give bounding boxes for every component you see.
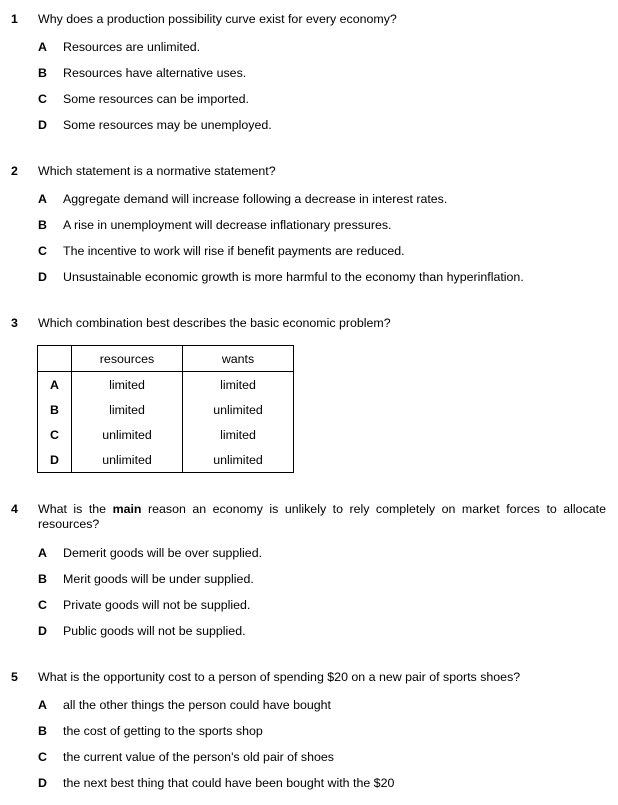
table-cell: unlimited [183,447,294,473]
option-letter: C [38,598,47,612]
option-text: the next best thing that could have been bought with the $20 [63,776,395,790]
option-text: Merit goods will be under supplied. [63,572,254,586]
table-row-b[interactable] [38,397,294,422]
question-number: 4 [11,502,18,516]
table-cell: limited [183,422,294,447]
table-header: resources [72,346,183,372]
question-text-part: What is the [38,502,113,516]
option-5b[interactable] [0,724,618,740]
table-row-c[interactable] [38,422,294,447]
option-4a[interactable] [0,546,618,562]
option-1d[interactable] [0,118,618,134]
question-number: 5 [11,670,18,684]
question-text-emphasis: main [112,502,142,516]
table-row-d[interactable] [38,447,294,473]
option-text: Public goods will not be supplied. [63,624,246,638]
option-text: A rise in unemployment will decrease inflationary pressures. [63,218,392,232]
option-letter: D [38,776,47,790]
option-5d[interactable] [0,776,618,792]
option-2d[interactable] [0,270,618,286]
question-text: Which statement is a normative statement? [38,164,276,178]
option-letter: B [38,66,47,80]
question-text: Which combination best describes the basic economic problem? [38,316,391,330]
option-1b[interactable] [0,66,618,82]
table-cell: C [38,422,72,447]
question-text [38,502,606,532]
question-number: 3 [11,316,18,330]
table-cell: D [38,447,72,473]
option-5a[interactable] [0,698,618,714]
table-header: wants [183,346,294,372]
table-cell: limited [72,397,183,422]
option-letter: B [38,218,47,232]
option-text: Unsustainable economic growth is more harmful to the economy than hyperinflation. [63,270,524,284]
table-cell: unlimited [72,447,183,473]
option-letter: A [38,40,47,54]
table-row-a[interactable] [38,372,294,398]
option-text: all the other things the person could have bought [63,698,331,712]
option-text: Aggregate demand will increase following a decrease in interest rates. [63,192,448,206]
table-cell: limited [72,372,183,398]
option-letter: A [38,546,47,560]
option-2a[interactable] [0,192,618,208]
table-cell: B [38,397,72,422]
option-letter: A [38,698,47,712]
option-4d[interactable] [0,624,618,640]
option-text: the cost of getting to the sports shop [63,724,263,738]
question-text: Why does a production possibility curve exist for every economy? [38,12,397,26]
combination-table [37,345,294,473]
option-text: Some resources may be unemployed. [63,118,272,132]
option-1c[interactable] [0,92,618,108]
option-letter: D [38,270,47,284]
question-text: What is the opportunity cost to a person of spending $20 on a new pair of sports shoes? [38,670,521,684]
option-letter: D [38,624,47,638]
option-text: Resources are unlimited. [63,40,201,54]
option-text: Some resources can be imported. [63,92,249,106]
option-text: the current value of the person's old pair of shoes [63,750,334,764]
option-letter: B [38,572,47,586]
table-cell: limited [183,372,294,398]
option-letter: C [38,244,47,258]
question-text-part: reason an economy is unlikely to rely completely on market forces to allocate resources? [38,502,606,531]
option-letter: C [38,92,47,106]
question-number: 1 [11,12,18,26]
option-text: The incentive to work will rise if benefit payments are reduced. [63,244,405,258]
table-header [38,346,72,372]
table-header-row [38,346,294,372]
option-1a[interactable] [0,40,618,56]
option-letter: B [38,724,47,738]
table-cell: A [38,372,72,398]
table-cell: unlimited [72,422,183,447]
option-2b[interactable] [0,218,618,234]
option-text: Resources have alternative uses. [63,66,247,80]
table-cell: unlimited [183,397,294,422]
question-number: 2 [11,164,18,178]
option-5c[interactable] [0,750,618,766]
option-letter: C [38,750,47,764]
option-letter: A [38,192,47,206]
option-2c[interactable] [0,244,618,260]
option-text: Demerit goods will be over supplied. [63,546,263,560]
option-text: Private goods will not be supplied. [63,598,251,612]
option-4b[interactable] [0,572,618,588]
option-letter: D [38,118,47,132]
option-4c[interactable] [0,598,618,614]
